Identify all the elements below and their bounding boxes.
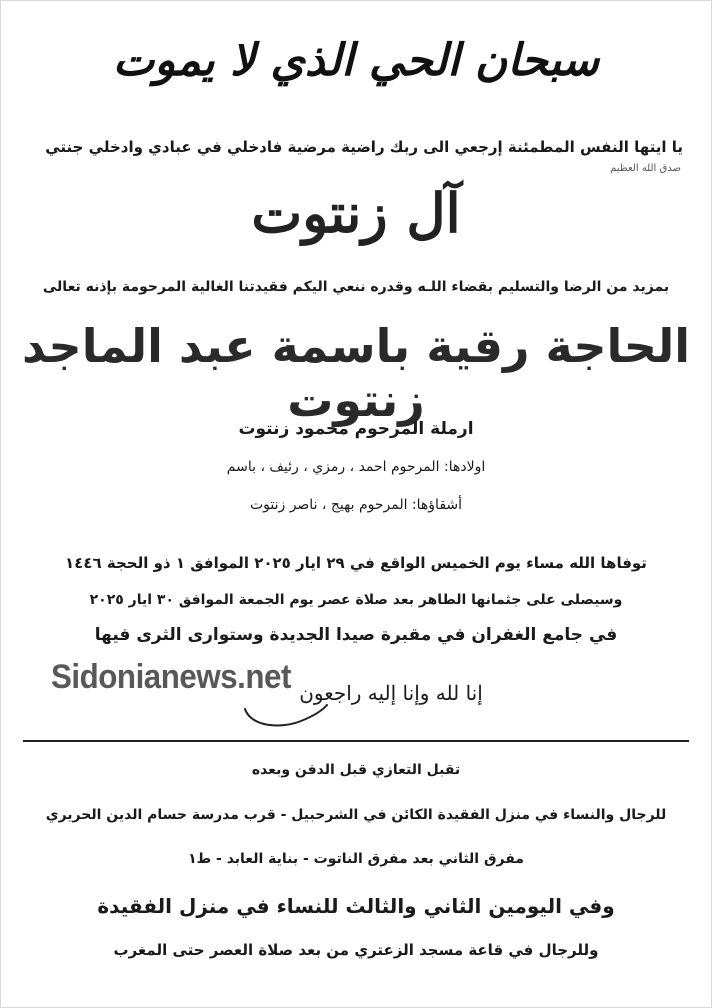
inna-lillah-text: إنا لله وإنا إليه راجعون	[299, 681, 483, 705]
announcement-intro: بمزيد من الرضا والتسليم بقضاء اللـه وقدره ننعي اليكم فقيدتنا الغالية المرحومة بإذنه تعالى	[42, 279, 670, 295]
siblings-line: أشقاؤها: المرحوم بهيج ، ناصر زنتوت	[249, 497, 463, 513]
calligraphy-header: سبحان الحي الذي لا يموت	[112, 35, 600, 86]
verse-source: صدق الله العظيم	[610, 163, 681, 174]
burial-line: في جامع الغفران في مقبرة صيدا الجديدة وستوارى الثرى فيها	[94, 625, 618, 645]
condolence-women-days: وفي اليومين الثاني والثالث للنساء في منزل الفقيدة	[97, 894, 615, 918]
section-divider	[23, 740, 689, 742]
family-name: آل زنتوت	[251, 181, 461, 245]
prayer-line: وسيصلى على جثمانها الطاهر بعد صلاة عصر يوم الجمعة الموافق ٣٠ ايار ٢٠٢٥	[89, 592, 623, 608]
children-line: اولادها: المرحوم احمد ، رمزي ، رئيف ، باسم	[226, 459, 486, 475]
quran-verse: يا ايتها النفس المطمئنة إرجعي الى ربك راضية مرضية فادخلي في عبادي وادخلي جنتي	[45, 138, 683, 156]
condolence-location: للرجال والنساء في منزل الفقيدة الكائن في الشرحبيل - قرب مدرسة حسام الدين الحريري	[45, 807, 667, 823]
widow-of-line: ارملة المرحوم محمود زنتوت	[238, 419, 474, 439]
watermark-text: Sidonianews.net	[51, 658, 291, 696]
condolence-heading: تقبل التعازي قبل الدفن وبعده	[251, 762, 461, 778]
condolence-address: مفرق الثاني بعد مفرق الناتوت - بناية العابد - ط١	[188, 851, 524, 867]
condolence-men-hall: وللرجال في قاعة مسجد الزعتري من بعد صلاة العصر حتى المغرب	[113, 941, 599, 959]
death-date-line: توفاها الله مساء يوم الخميس الواقع في ٢٩ ايار ٢٠٢٥ الموافق ١ ذو الحجة ١٤٤٦	[65, 554, 647, 572]
calligraphy-swash-icon	[241, 701, 331, 731]
deceased-name: الحاجة رقية باسمة عبد الماجد زنتوت	[21, 319, 690, 427]
